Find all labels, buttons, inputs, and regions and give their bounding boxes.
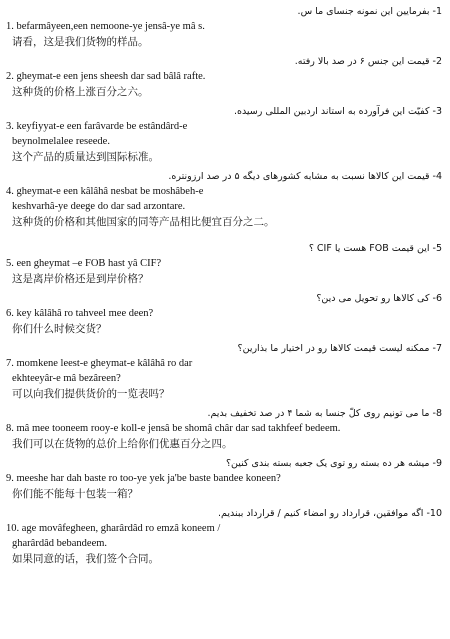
transliteration: 8. mâ mee tooneem rooy-e koll-e jensâ be shomâ châr dar sad takhfeef bedeem. — [6, 423, 341, 434]
phrase-entry-5 — [6, 241, 444, 288]
transliteration: 9. meeshe har dah baste ro too-ye yek ja'be baste bandee koneen? — [6, 473, 281, 484]
persian-text: 2- قیمت این جنس ۶ در صد بالا رفته. — [294, 56, 442, 67]
transliteration: 2. gheymat-e een jens sheesh dar sad bâlâ rafte. — [6, 71, 206, 82]
transliteration: 10. age movâfegheen, gharârdâd ro emzâ koneem / — [6, 523, 221, 534]
persian-text: 8- ما می تونیم روی کلّ جنسا به شما ۴ در صد تخفیف بدیم. — [207, 408, 442, 419]
phrase-entry-9 — [6, 456, 444, 503]
phrase-entry-3 — [6, 104, 444, 166]
phrase-entry-2 — [6, 54, 444, 101]
phrase-entry-1 — [6, 4, 444, 51]
phrase-entry-8 — [6, 406, 444, 453]
chinese-translation: 可以向我们提供货价的一览表吗？ — [12, 388, 170, 400]
persian-text: 3- کفیّت این فرآورده به استاند اردبین المللی رسیده. — [233, 106, 442, 117]
chinese-translation: 你们什么时候交货？ — [12, 323, 107, 335]
transliteration: 6. key kâlâhâ ro tahveel mee deen? — [6, 308, 154, 319]
persian-text: 9- میشه هر ده بسته رو توی یک جعبه بسته بندی کنین؟ — [225, 458, 442, 469]
chinese-translation: 这个产品的质量达到国际标准。 — [12, 151, 159, 163]
persian-text: 4- قیمت این کالاها نسبت به مشابه کشورهای دیگه ۵ در صد ارزونتره. — [168, 171, 442, 182]
transliteration-continued: beynolmelalee reseede. — [12, 136, 110, 147]
persian-text: 1- بفرمایین این نمونه جنسای ما س. — [297, 6, 442, 17]
phrase-entry-6 — [6, 291, 444, 338]
transliteration: 7. momkene leest-e gheymat-e kâlâhâ ro dar — [6, 358, 193, 369]
phrase-entry-4 — [6, 169, 444, 231]
phrase-entry-10 — [6, 506, 444, 568]
chinese-translation: 这种货的价格上涨百分之六。 — [12, 86, 149, 98]
persian-text: 6- کی کالاها رو تحویل می دین؟ — [316, 293, 442, 304]
chinese-translation: 你们能不能每十包装一箱？ — [12, 488, 138, 500]
transliteration: 5. een gheymat –e FOB hast yâ CIF? — [6, 258, 162, 269]
chinese-translation: 请看，这是我们货物的样品。 — [12, 36, 149, 48]
transliteration: 3. keyfiyyat-e een farâvarde be estândârd-e — [6, 121, 188, 132]
persian-text: 10- اگه موافقین، قرارداد رو امضاء کنیم / قرارداد ببندیم. — [218, 508, 442, 519]
transliteration: 1. befarmâyeen,een nemoone-ye jensâ-ye mâ s. — [6, 21, 205, 32]
transliteration-continued: keshvarhâ-ye deege do dar sad arzontare. — [12, 201, 186, 212]
chinese-translation: 如果同意的话，我们签个合同。 — [12, 553, 159, 565]
chinese-translation: 这是离岸价格还是到岸价格？ — [12, 273, 149, 285]
persian-text: 5- این قیمت FOB هست یا CIF ؟ — [308, 243, 442, 254]
transliteration: 4. gheymat-e een kâlâhâ nesbat be moshâbeh-e — [6, 186, 204, 197]
transliteration-continued: ekhteeyâr-e mâ bezâreen? — [12, 373, 121, 384]
chinese-translation: 这种货的价格和其他国家的同等产品相比便宜百分之二。 — [12, 216, 275, 228]
chinese-translation: 我们可以在货物的总价上给你们优惠百分之四。 — [12, 438, 233, 450]
persian-text: 7- ممکنه لیست قیمت کالاها رو در اختیار ما بذارین؟ — [237, 343, 442, 354]
phrase-entry-7 — [6, 341, 444, 403]
transliteration-continued: gharârdâd bebandeem. — [12, 538, 108, 549]
